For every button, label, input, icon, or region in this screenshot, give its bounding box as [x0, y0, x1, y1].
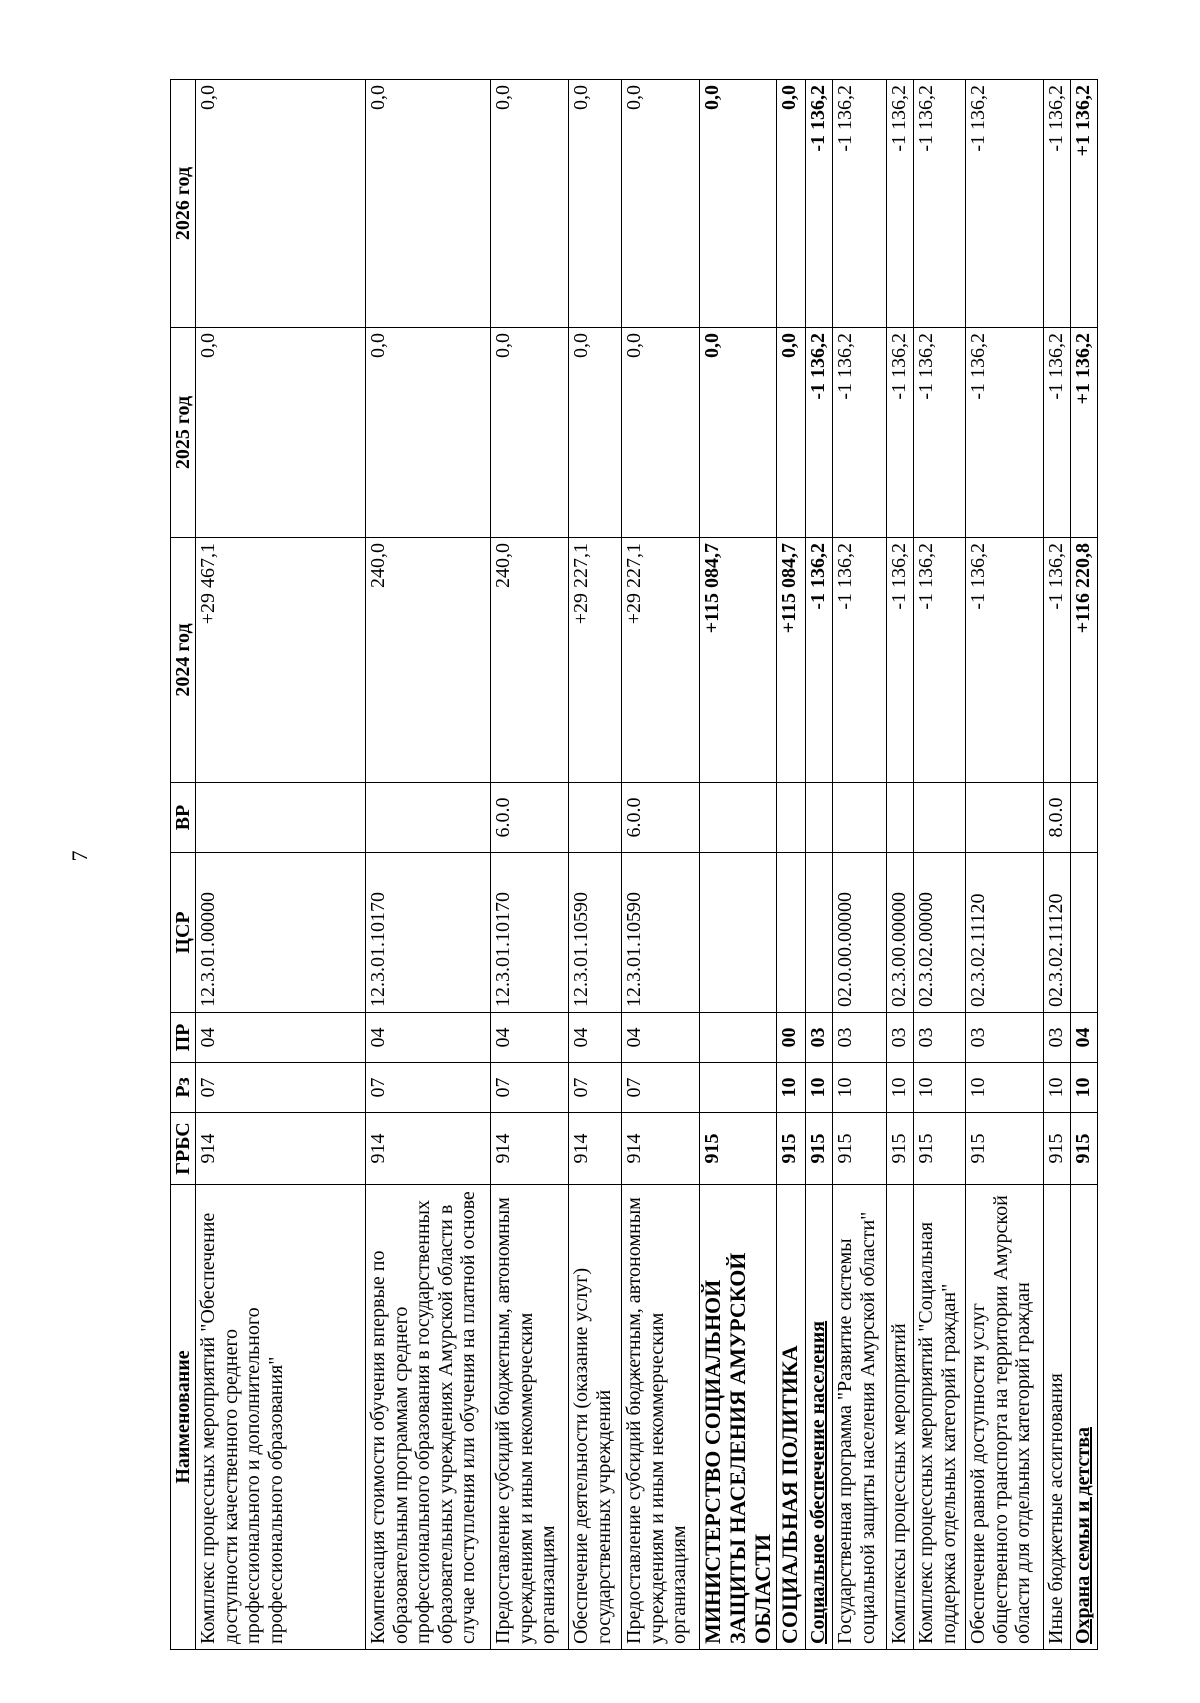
cell-csr: 02.3.02.11120	[1044, 853, 1071, 1013]
cell-grbs: 914	[491, 1113, 569, 1185]
cell-grbs: 915	[777, 1113, 806, 1185]
cell-grbs: 915	[700, 1113, 777, 1185]
cell-grbs: 915	[833, 1113, 887, 1185]
cell-name: МИНИСТЕРСТВО СОЦИАЛЬНОЙ ЗАЩИТЫ НАСЕЛЕНИЯ АМУРСКОЙ ОБЛАСТИ	[700, 1185, 777, 1650]
cell-name: Иные бюджетные ассигнования	[1044, 1185, 1071, 1650]
cell-rz: 10	[833, 1063, 887, 1113]
cell-name: Комплекс процессных мероприятий "Социальная поддержка отдельных категорий граждан"	[914, 1185, 966, 1650]
header-vr: ВР	[171, 783, 196, 853]
cell-name: Обеспечение деятельности (оказание услуг) государственных учреждений	[569, 1185, 622, 1650]
header-2026: 2026 год	[171, 80, 196, 328]
header-2025: 2025 год	[171, 328, 196, 538]
cell-name: Государственная программа "Развитие системы социальной защиты населения Амурской области"	[833, 1185, 887, 1650]
header-name: Наименование	[171, 1185, 196, 1650]
cell-name: Обеспечение равной доступности услуг общественного транспорта на территории Амурской области для отдельных категорий граждан	[966, 1185, 1044, 1650]
cell-2026: +1 136,2	[1071, 80, 1098, 328]
cell-2026: -1 136,2	[914, 80, 966, 328]
cell-2025: -1 136,2	[1044, 328, 1071, 538]
cell-vr	[833, 783, 887, 853]
cell-csr: 02.0.00.00000	[833, 853, 887, 1013]
cell-vr	[569, 783, 622, 853]
cell-2026: 0,0	[366, 80, 491, 328]
rotated-table-wrapper	[170, 80, 1095, 1650]
table-row	[491, 80, 569, 1650]
cell-2025: -1 136,2	[806, 328, 833, 538]
cell-csr: 12.3.01.10590	[622, 853, 700, 1013]
cell-2026: -1 136,2	[806, 80, 833, 328]
cell-2025: 0,0	[777, 328, 806, 538]
table-row	[700, 80, 777, 1650]
cell-csr	[777, 853, 806, 1013]
cell-2026: 0,0	[777, 80, 806, 328]
cell-2024: +116 220,8	[1071, 538, 1098, 783]
cell-pr: 04	[196, 1013, 366, 1063]
cell-pr: 03	[914, 1013, 966, 1063]
cell-name: Предоставление субсидий бюджетным, автономным учреждениям и иным некоммерческим организациям	[622, 1185, 700, 1650]
cell-2024: +115 084,7	[777, 538, 806, 783]
cell-rz: 10	[1071, 1063, 1098, 1113]
cell-2026: -1 136,2	[1044, 80, 1071, 328]
cell-csr: 12.3.01.10170	[491, 853, 569, 1013]
cell-name: Компенсация стоимости обучения впервые по образовательным программам среднего профессионального образования в государственных образовательных учреждениях Амурской области в случае поступления или обучения на платной основе	[366, 1185, 491, 1650]
cell-grbs: 914	[196, 1113, 366, 1185]
table-row	[887, 80, 914, 1650]
cell-2025: -1 136,2	[833, 328, 887, 538]
cell-2024: +29 467,1	[196, 538, 366, 783]
cell-vr: 6.0.0	[622, 783, 700, 853]
cell-2025: 0,0	[491, 328, 569, 538]
cell-2026: 0,0	[700, 80, 777, 328]
cell-rz: 07	[622, 1063, 700, 1113]
cell-vr: 6.0.0	[491, 783, 569, 853]
cell-rz: 10	[777, 1063, 806, 1113]
cell-grbs: 914	[569, 1113, 622, 1185]
cell-2025: -1 136,2	[966, 328, 1044, 538]
cell-2024: 240,0	[366, 538, 491, 783]
cell-grbs: 915	[966, 1113, 1044, 1185]
cell-2025: -1 136,2	[887, 328, 914, 538]
cell-2025: -1 136,2	[914, 328, 966, 538]
budget-table	[170, 79, 1098, 1650]
cell-vr	[700, 783, 777, 853]
cell-pr: 04	[569, 1013, 622, 1063]
cell-pr: 03	[966, 1013, 1044, 1063]
table-row	[622, 80, 700, 1650]
header-grbs: ГРБС	[171, 1113, 196, 1185]
cell-vr	[806, 783, 833, 853]
cell-rz: 10	[806, 1063, 833, 1113]
cell-vr	[966, 783, 1044, 853]
cell-pr: 03	[833, 1013, 887, 1063]
header-rz: Рз	[171, 1063, 196, 1113]
cell-pr: 03	[887, 1013, 914, 1063]
cell-pr: 03	[806, 1013, 833, 1063]
table-row	[1044, 80, 1071, 1650]
cell-csr: 02.3.00.00000	[887, 853, 914, 1013]
cell-csr	[806, 853, 833, 1013]
cell-name: Предоставление субсидий бюджетным, автономным учреждениям и иным некоммерческим организациям	[491, 1185, 569, 1650]
table-row	[966, 80, 1044, 1650]
cell-2024: +29 227,1	[569, 538, 622, 783]
cell-grbs: 915	[806, 1113, 833, 1185]
cell-rz: 07	[569, 1063, 622, 1113]
cell-vr	[366, 783, 491, 853]
cell-grbs: 915	[914, 1113, 966, 1185]
cell-2024: 240,0	[491, 538, 569, 783]
table-row	[1071, 80, 1098, 1650]
cell-grbs: 914	[622, 1113, 700, 1185]
cell-rz: 10	[966, 1063, 1044, 1113]
cell-vr	[914, 783, 966, 853]
table-header-row	[171, 80, 196, 1650]
cell-2026: 0,0	[569, 80, 622, 328]
cell-2025: 0,0	[196, 328, 366, 538]
cell-rz: 07	[491, 1063, 569, 1113]
cell-2025: 0,0	[700, 328, 777, 538]
cell-2025: 0,0	[622, 328, 700, 538]
cell-pr: 04	[491, 1013, 569, 1063]
table-row	[914, 80, 966, 1650]
cell-2025: 0,0	[366, 328, 491, 538]
cell-pr	[700, 1013, 777, 1063]
cell-2026: 0,0	[622, 80, 700, 328]
cell-rz: 10	[914, 1063, 966, 1113]
cell-name: СОЦИАЛЬНАЯ ПОЛИТИКА	[777, 1185, 806, 1650]
cell-2026: 0,0	[491, 80, 569, 328]
cell-rz: 10	[1044, 1063, 1071, 1113]
cell-csr: 12.3.01.00000	[196, 853, 366, 1013]
cell-2026: -1 136,2	[887, 80, 914, 328]
cell-pr: 04	[622, 1013, 700, 1063]
cell-pr: 04	[366, 1013, 491, 1063]
cell-2024: -1 136,2	[887, 538, 914, 783]
cell-csr	[700, 853, 777, 1013]
table-row	[777, 80, 806, 1650]
cell-rz: 07	[366, 1063, 491, 1113]
cell-2024: -1 136,2	[966, 538, 1044, 783]
table-row	[196, 80, 366, 1650]
page-number: 7	[67, 850, 92, 862]
cell-grbs: 915	[1071, 1113, 1098, 1185]
cell-vr	[887, 783, 914, 853]
cell-name: Социальное обеспечение населения	[806, 1185, 833, 1650]
cell-grbs: 914	[366, 1113, 491, 1185]
cell-2026: 0,0	[196, 80, 366, 328]
table-container	[170, 80, 1095, 1650]
cell-vr	[777, 783, 806, 853]
cell-csr: 02.3.02.00000	[914, 853, 966, 1013]
cell-csr: 12.3.01.10590	[569, 853, 622, 1013]
cell-2025: +1 136,2	[1071, 328, 1098, 538]
table-row	[569, 80, 622, 1650]
cell-csr	[1071, 853, 1098, 1013]
cell-2025: 0,0	[569, 328, 622, 538]
cell-2024: -1 136,2	[806, 538, 833, 783]
cell-2026: -1 136,2	[966, 80, 1044, 328]
cell-pr: 03	[1044, 1013, 1071, 1063]
table-row	[366, 80, 491, 1650]
cell-pr: 00	[777, 1013, 806, 1063]
cell-2024: +115 084,7	[700, 538, 777, 783]
cell-2024: -1 136,2	[833, 538, 887, 783]
cell-2026: -1 136,2	[833, 80, 887, 328]
cell-name: Комплексы процессных мероприятий	[887, 1185, 914, 1650]
cell-2024: -1 136,2	[914, 538, 966, 783]
cell-2024: +29 227,1	[622, 538, 700, 783]
cell-rz	[700, 1063, 777, 1113]
table-row	[806, 80, 833, 1650]
cell-name: Охрана семьи и детства	[1071, 1185, 1098, 1650]
cell-name: Комплекс процессных мероприятий "Обеспечение доступности качественного среднего профессионального и дополнительного профессионального образования"	[196, 1185, 366, 1650]
header-2024: 2024 год	[171, 538, 196, 783]
cell-rz: 07	[196, 1063, 366, 1113]
cell-csr: 02.3.02.11120	[966, 853, 1044, 1013]
table-row	[833, 80, 887, 1650]
cell-csr: 12.3.01.10170	[366, 853, 491, 1013]
header-pr: ПР	[171, 1013, 196, 1063]
cell-vr	[196, 783, 366, 853]
cell-grbs: 915	[1044, 1113, 1071, 1185]
cell-rz: 10	[887, 1063, 914, 1113]
cell-grbs: 915	[887, 1113, 914, 1185]
cell-vr: 8.0.0	[1044, 783, 1071, 853]
cell-pr: 04	[1071, 1013, 1098, 1063]
cell-vr	[1071, 783, 1098, 853]
header-csr: ЦСР	[171, 853, 196, 1013]
cell-2024: -1 136,2	[1044, 538, 1071, 783]
